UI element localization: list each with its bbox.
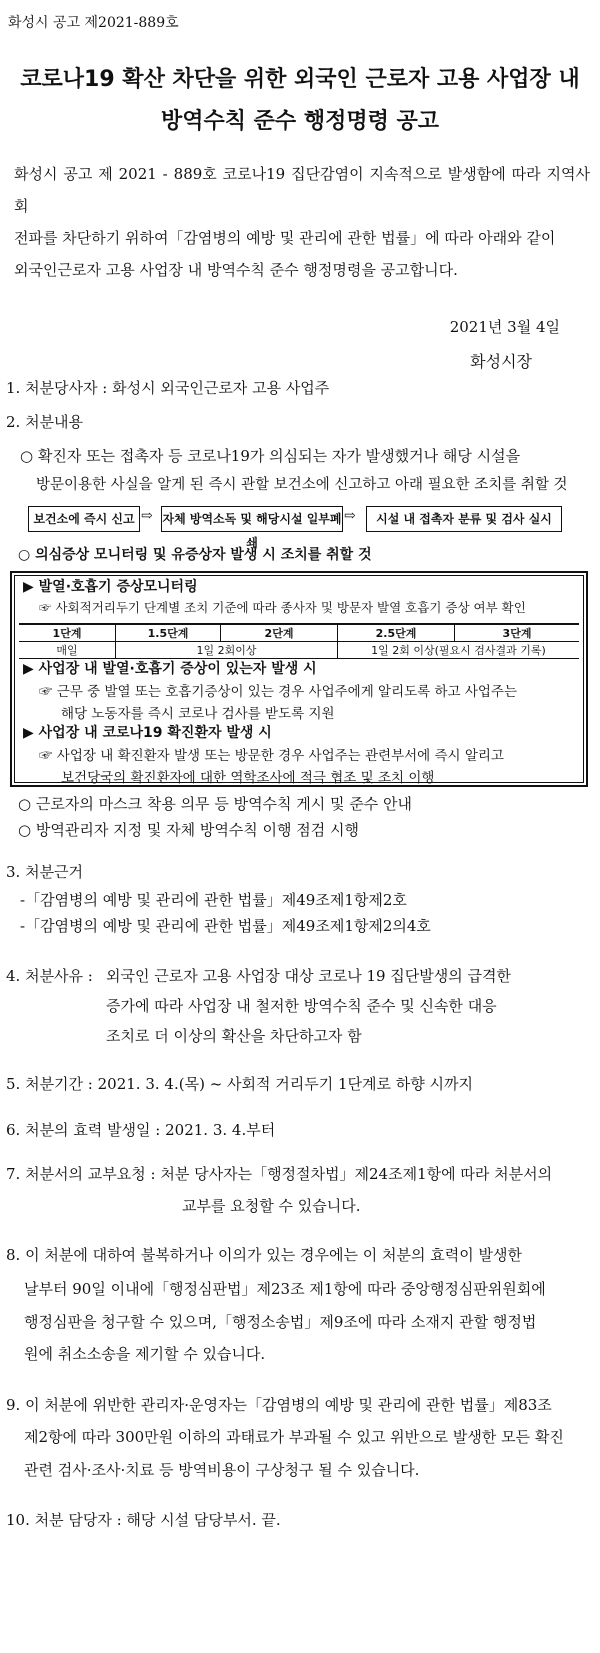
section-8-line: 원에 취소소송을 제기할 수 있습니다. <box>24 1345 266 1363</box>
flow-arrow-icon: ⇨ <box>141 508 153 524</box>
section-2-item-3: ○ 근로자의 마스크 착용 의무 등 방역수칙 게시 및 준수 안내 <box>18 795 413 813</box>
stage-cell: 2.5단계 <box>338 624 455 642</box>
box-heading-3: ▶ 사업장 내 코로나19 확진환자 발생 시 <box>23 725 272 741</box>
flow-step-report: 보건소에 즉시 신고 <box>28 506 140 532</box>
section-9-line: 9. 이 처분에 위반한 관리자·운영자는「감염병의 예방 및 관리에 관한 법률」제83조 <box>6 1396 552 1414</box>
section-7-line-2: 교부를 요청할 수 있습니다. <box>182 1197 361 1215</box>
section-4-line: 증가에 따라 사업장 내 철저한 방역수칙 준수 및 신속한 대응 <box>106 997 497 1015</box>
section-3-heading: 3. 처분근거 <box>6 863 84 881</box>
section-8-line: 날부터 90일 이내에「행정심판법」제23조 제1항에 따라 중앙행정심판위원회에 <box>24 1280 546 1298</box>
section-5: 5. 처분기간 : 2021. 3. 4.(목) ~ 사회적 거리두기 1단계로 하향 시까지 <box>6 1075 473 1093</box>
section-2-item-4: ○ 방역관리자 지정 및 자체 방역수칙 이행 점검 시행 <box>18 821 360 839</box>
title-line-2: 방역수칙 준수 행정명령 공고 <box>160 109 439 134</box>
stage-cell: 2단계 <box>221 624 338 642</box>
section-8-line: 행정심판을 청구할 수 있으며,「행정소송법」제9조에 따라 소재지 관할 행정법 <box>24 1313 537 1331</box>
intro-line: 외국인근로자 고용 사업장 내 방역수칙 준수 행정명령을 공고합니다. <box>14 261 458 279</box>
stage-cell: 3단계 <box>455 624 580 642</box>
box-text-2-line-1: ☞ 근무 중 발열 또는 호흡기증상이 있는 경우 사업주에게 알리도록 하고 사업주는 <box>39 684 518 700</box>
title-line-1: 코로나19 확산 차단을 위한 외국인 근로자 고용 사업장 내 <box>20 67 580 92</box>
flow-step-test: 시설 내 접촉자 분류 및 검사 실시 <box>366 506 562 532</box>
notice-number: 화성시 공고 제2021-889호 <box>8 15 179 31</box>
box-heading-1: ▶ 발열·호흡기 증상모니터링 <box>23 579 198 595</box>
section-6: 6. 처분의 효력 발생일 : 2021. 3. 4.부터 <box>6 1121 276 1139</box>
box-text-3-line-2: 보건당국의 확진환자에 대한 역학조사에 적극 협조 및 조치 이행 <box>61 770 435 786</box>
stage-table-row <box>19 642 579 659</box>
section-2-item-1-line-2: 방문이용한 사실을 알게 된 즉시 관할 보건소에 신고하고 아래 필요한 조치를 취할 것 <box>36 477 568 493</box>
stage-cell: 1.5단계 <box>116 624 221 642</box>
stage-table <box>19 623 579 659</box>
section-3-item: -「감염병의 예방 및 관리에 관한 법률」제49조제1항제2호 <box>20 891 407 909</box>
section-4-line: 조치로 더 이상의 확산을 차단하고자 함 <box>106 1027 362 1045</box>
stage-table-header <box>19 624 579 642</box>
section-2-item-2: ○ 의심증상 모니터링 및 유증상자 발생 시 조치를 취할 것 <box>18 547 372 563</box>
section-9-line: 관련 검사·조사·치료 등 방역비용이 구상청구 될 수 있습니다. <box>24 1461 420 1479</box>
section-10: 10. 처분 담당자 : 해당 시설 담당부서. 끝. <box>6 1511 281 1529</box>
intro-line: 전파를 차단하기 위하여「감염병의 예방 및 관리에 관한 법률」에 따라 아래와 같이 <box>14 229 556 247</box>
section-2-heading: 2. 처분내용 <box>6 413 84 431</box>
section-7-line-1: 7. 처분서의 교부요청 : 처분 당사자는「행정절차법」제24조제1항에 따라 처분서의 <box>6 1165 553 1183</box>
section-1: 1. 처분당사자 : 화성시 외국인근로자 고용 사업주 <box>6 379 330 397</box>
section-9-line: 제2항에 따라 300만원 이하의 과태료가 부과될 수 있고 위반으로 발생한 모든 확진 <box>24 1428 564 1446</box>
section-8-line: 8. 이 처분에 대하여 불복하거나 이의가 있는 경우에는 이 처분의 효력이 발생한 <box>6 1246 522 1264</box>
monitoring-box <box>10 571 588 787</box>
intro-paragraph <box>14 158 590 286</box>
stage-value: 매일 <box>19 642 116 659</box>
box-heading-2: ▶ 사업장 내 발열·호흡기 증상이 있는자 발생 시 <box>23 661 317 677</box>
section-3-item: -「감염병의 예방 및 관리에 관한 법률」제49조제1항제2의4호 <box>20 917 431 935</box>
box-text-3-line-1: ☞ 사업장 내 확진환자 발생 또는 방문한 경우 사업주는 관련부서에 즉시 알리고 <box>39 748 504 764</box>
flow-arrow-icon: ⇨ <box>344 508 356 524</box>
stage-value: 1일 2회 이상(필요시 검사결과 기록) <box>338 642 580 659</box>
issuer: 화성시장 <box>470 352 532 371</box>
box-text-1: ☞ 사회적거리두기 단계별 조치 기준에 따라 종사자 및 방문자 발열 호흡기 증상 여부 확인 <box>39 600 526 615</box>
stage-cell: 1단계 <box>19 624 116 642</box>
section-2-item-1-line-1: ○ 확진자 또는 접촉자 등 코로나19가 의심되는 자가 발생했거나 해당 시설을 <box>20 447 521 465</box>
flow-step-disinfect: 자체 방역소독 및 해당시설 일부폐쇄 <box>161 506 343 532</box>
stage-value: 1일 2회이상 <box>116 642 338 659</box>
intro-line: 화성시 공고 제 2021 - 889호 코로나19 집단감염이 지속적으로 발생함에 따라 지역사회 <box>14 165 590 215</box>
notice-date: 2021년 3월 4일 <box>449 318 560 336</box>
section-4-label: 4. 처분사유 : <box>6 967 93 985</box>
section-4-line: 외국인 근로자 고용 사업장 대상 코로나 19 집단발생의 급격한 <box>106 967 511 985</box>
box-text-2-line-2: 해당 노동자를 즉시 코로나 검사를 받도록 지원 <box>61 706 335 722</box>
